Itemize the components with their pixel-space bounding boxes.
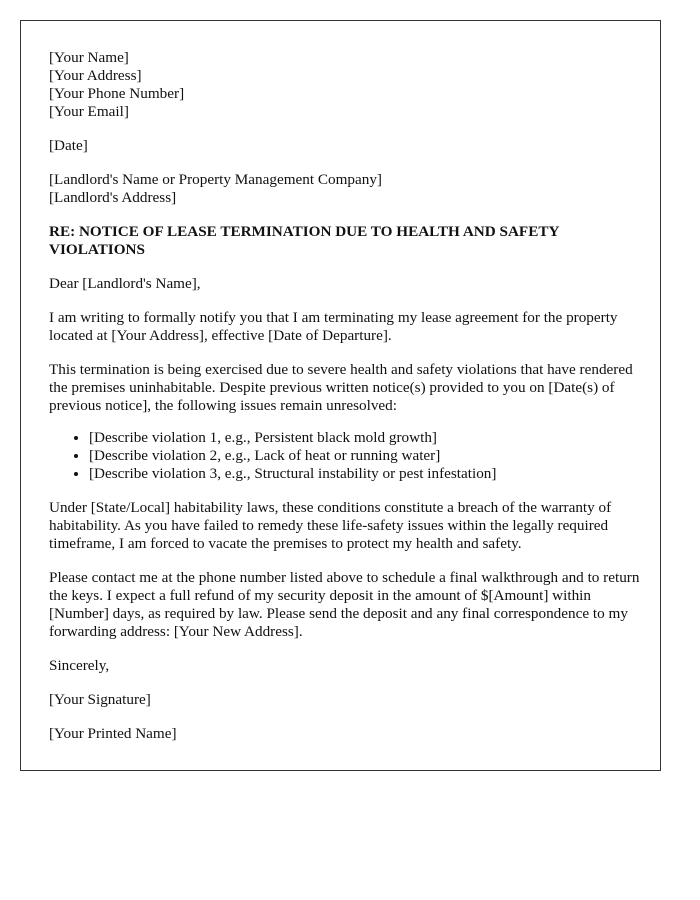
date-line: [Date] [49,137,88,154]
recipient-address: [Landlord's Address] [49,189,177,206]
closing: Sincerely, [49,657,110,674]
letter-document [20,20,661,771]
sender-block [49,49,660,121]
subject-line: RE: NOTICE OF LEASE TERMINATION DUE TO HEALTH AND SAFETY VIOLATIONS [49,223,559,258]
list-item: • [Describe violation 1, e.g., Persistent black mold growth] [89,429,660,447]
paragraph-intro: I am writing to formally notify you that I am terminating my lease agreement for the property located at [Your Address], effective [Date of Departure]. [49,309,618,344]
paragraph-legal: Under [State/Local] habitability laws, these conditions constitute a breach of the warranty of habitability. As you have failed to remedy these life-safety issues within the legally required timeframe, I am forced to vacate the premises to protect my health and safety. [49,499,612,552]
signature-line: [Your Signature] [49,691,151,708]
sender-address: [Your Address] [49,67,142,84]
sender-email: [Your Email] [49,103,129,120]
paragraph-reason: This termination is being exercised due to severe health and safety violations that have rendered the premises uninhabitable. Despite previous written notice(s) provided to you on [Date(s) of previous notice], the following issues remain unresolved: [49,361,633,414]
list-item: • [Describe violation 2, e.g., Lack of heat or running water] [89,447,660,465]
list-item: • [Describe violation 3, e.g., Structural instability or pest infestation] [89,465,660,483]
sender-phone: [Your Phone Number] [49,85,185,102]
violations-list [49,429,660,483]
recipient-block [49,171,660,207]
printed-name-line: [Your Printed Name] [49,725,177,742]
recipient-name: [Landlord's Name or Property Management Company] [49,171,382,188]
salutation: Dear [Landlord's Name], [49,275,201,292]
paragraph-deposit: Please contact me at the phone number listed above to schedule a final walkthrough and to return the keys. I expect a full refund of my security deposit in the amount of $[Amount] within [Number] days, as required by law. Please send the deposit and any final correspondence to my forwarding address: [Your New Address]. [49,569,640,640]
sender-name: [Your Name] [49,49,129,66]
